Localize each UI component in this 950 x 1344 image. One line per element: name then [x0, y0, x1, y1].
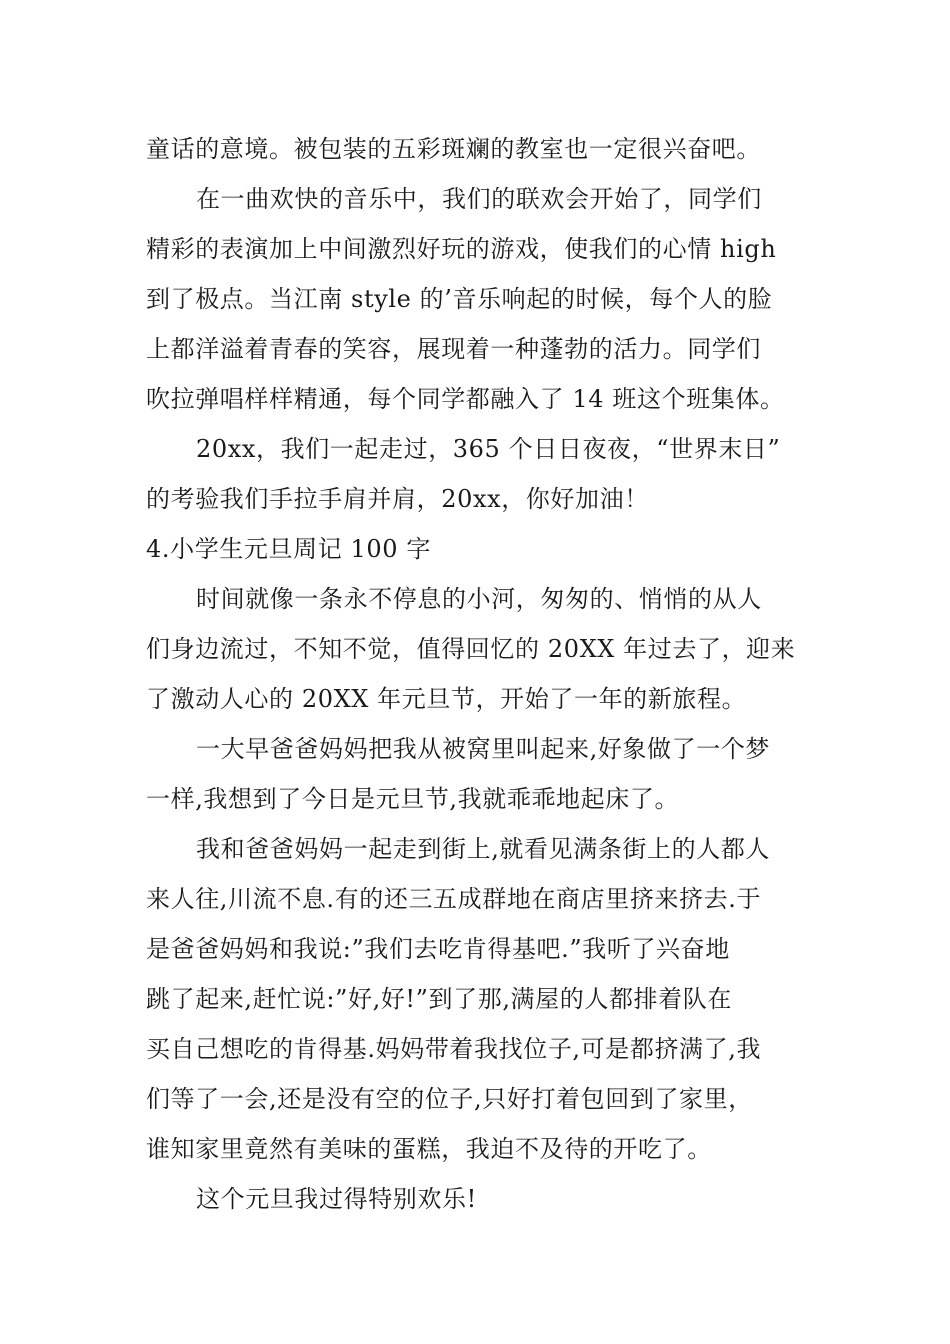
text-line: 谁知家里竟然有美味的蛋糕，我迫不及待的开吃了。: [146, 1135, 712, 1163]
text-line: 买自己想吃的肯得基.妈妈带着我找位子,可是都挤满了,我: [146, 1035, 762, 1063]
text-line: 在一曲欢快的音乐中，我们的联欢会开始了，同学们: [196, 185, 762, 213]
text-line: 的考验我们手拉手肩并肩，20xx，你好加油！: [146, 485, 649, 513]
text-line: 们身边流过，不知不觉，值得回忆的 20XX 年过去了，迎来: [146, 635, 796, 663]
text-line: 吹拉弹唱样样精通，每个同学都融入了 14 班这个班集体。: [146, 385, 785, 413]
text-line: 精彩的表演加上中间激烈好玩的游戏，使我们的心情 high: [146, 235, 777, 263]
text-line: 一样,我想到了今日是元旦节,我就乖乖地起床了。: [146, 785, 680, 813]
text-line: 了激动人心的 20XX 年元旦节，开始了一年的新旅程。: [146, 685, 747, 713]
text-line: 们等了一会,还是没有空的位子,只好打着包回到了家里，: [146, 1085, 753, 1113]
text-line: 20xx，我们一起走过，365 个日日夜夜，“世界末日”: [196, 435, 781, 463]
text-line: 我和爸爸妈妈一起走到街上,就看见满条街上的人都人: [196, 835, 771, 863]
text-line: 上都洋溢着青春的笑容，展现着一种蓬勃的活力。同学们: [146, 335, 761, 363]
section-heading: 4.小学生元旦周记 100 字: [146, 535, 431, 563]
text-line: 是爸爸妈妈和我说:”我们去吃肯得基吧.”我听了兴奋地: [146, 935, 730, 963]
text-line: 童话的意境。被包装的五彩斑斓的教室也一定很兴奋吧。: [146, 135, 761, 163]
text-line: 一大早爸爸妈妈把我从被窝里叫起来,好象做了一个梦: [196, 735, 771, 763]
text-line: 这个元旦我过得特别欢乐!: [196, 1185, 477, 1213]
text-line: 来人往,川流不息.有的还三五成群地在商店里挤来挤去.于: [146, 885, 762, 913]
text-line: 时间就像一条永不停息的小河，匆匆的、悄悄的从人: [196, 585, 762, 613]
text-line: 跳了起来,赶忙说:”好,好!”到了那,满屋的人都排着队在: [146, 985, 732, 1013]
text-line: 到了极点。当江南 style 的’音乐响起的时候，每个人的脸: [146, 285, 773, 313]
